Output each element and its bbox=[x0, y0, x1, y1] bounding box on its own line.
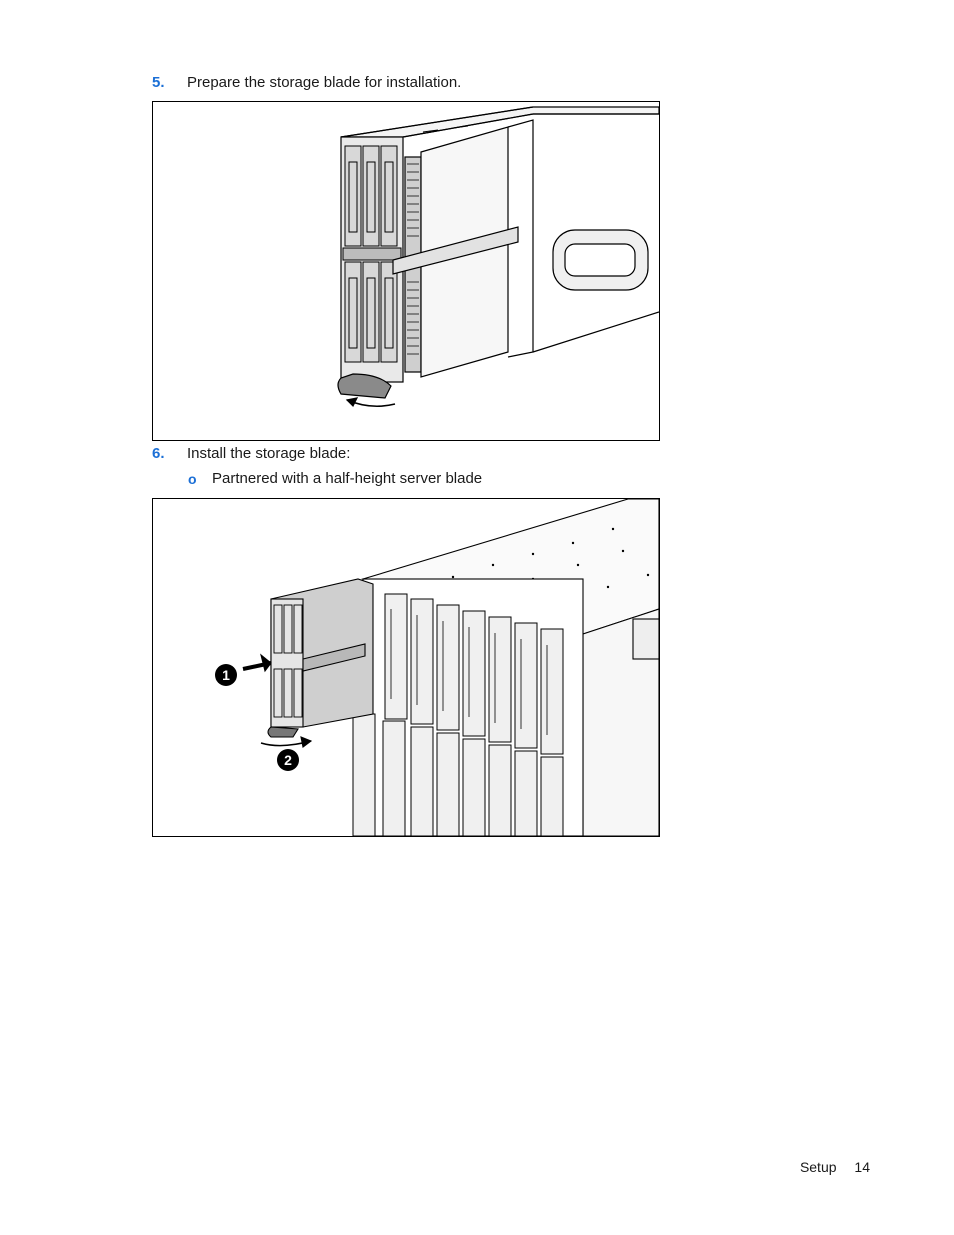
bullet-icon: o bbox=[188, 471, 197, 487]
callout-1-label: 1 bbox=[222, 667, 230, 683]
callout-1-icon bbox=[215, 664, 237, 686]
storage-blade-illustration bbox=[152, 101, 660, 441]
enclosure-installation-illustration bbox=[152, 498, 660, 837]
page-footer bbox=[800, 1159, 870, 1175]
substep-text: Partnered with a half-height server blade bbox=[212, 470, 483, 487]
callout-2-label: 2 bbox=[284, 752, 292, 768]
step-text: Install the storage blade: bbox=[187, 445, 351, 462]
step-number: 5. bbox=[152, 74, 165, 91]
step-number: 6. bbox=[152, 445, 165, 462]
footer-page-number: 14 bbox=[854, 1159, 870, 1175]
footer-section: Setup bbox=[799, 1159, 837, 1175]
callout-2-icon bbox=[277, 749, 299, 771]
step-text: Prepare the storage blade for installation. bbox=[187, 74, 462, 91]
